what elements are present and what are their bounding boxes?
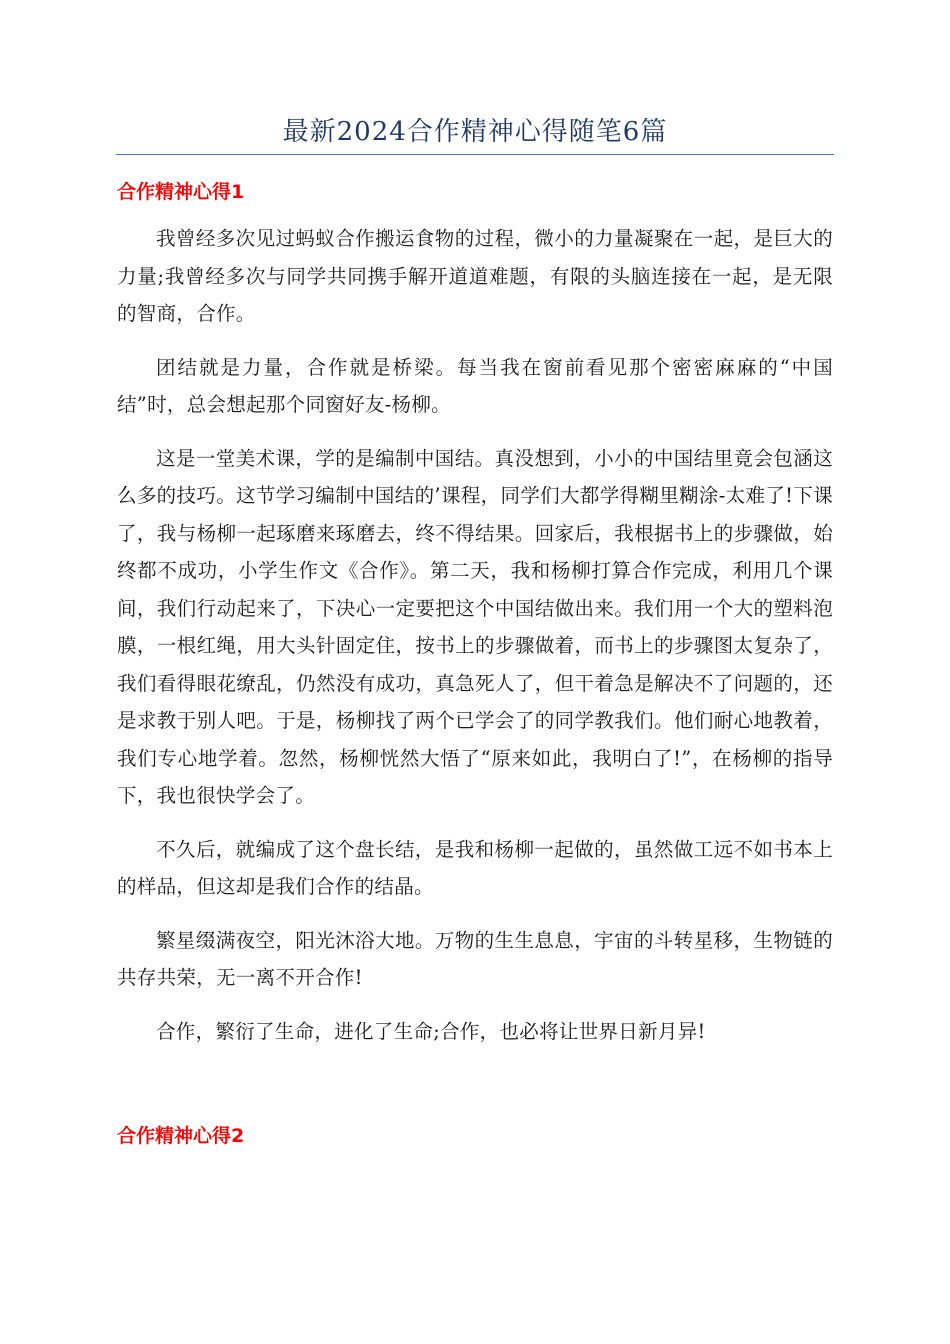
paragraph: 合作，繁衍了生命，进化了生命;合作，也必将让世界日新月异!	[156, 1019, 706, 1043]
section-1-body	[117, 220, 833, 1066]
paragraph: 不久后，就编成了这个盘长结，是我和杨柳一起做的，虽然做工远不如书本上的样品，但这却是我们合作的结晶。	[117, 837, 833, 898]
document-title: 最新2024合作精神心得随笔6篇	[282, 117, 668, 147]
paragraph: 团结就是力量，合作就是桥梁。每当我在窗前看见那个密密麻麻的“中国结”时，总会想起那个同窗好友-杨柳。	[117, 355, 833, 416]
paragraph: 我曾经多次见过蚂蚁合作搬运食物的过程，微小的力量凝聚在一起，是巨大的力量;我曾经多次与同学共同携手解开道道难题，有限的头脑连接在一起，是无限的智商，合作。	[117, 227, 833, 325]
title-underline	[116, 154, 834, 155]
section-heading-2: 合作精神心得2	[117, 1125, 245, 1147]
section-heading-1: 合作精神心得1	[117, 181, 245, 203]
paragraph: 这是一堂美术课，学的是编制中国结。真没想到，小小的中国结里竟会包涵这么多的技巧。这节学习编制中国结的’课程，同学们大都学得糊里糊涂-太难了!下课了，我与杨柳一起琢磨来琢磨去，终不得结果。回家后，我根据书上的步骤做，始终都不成功，小学生作文《合作》。第二天，我和杨柳打算合作完成，利用几个课间，我们行动起来了，下决心一定要把这个中国结做出来。我们用一个大的塑料泡膜，一根红绳，用大头针固定住，按书上的步骤做着，而书上的步骤图太复杂了，我们看得眼花缭乱，仍然没有成功，真急死人了，但干着急是解决不了问题的，还是求教于别人吧。于是，杨柳找了两个已学会了的同学教我们。他们耐心地教着，我们专心地学着。忽然，杨柳恍然大悟了“原来如此，我明白了!”，在杨柳的指导下，我也很快学会了。	[117, 446, 833, 807]
paragraph: 繁星缀满夜空，阳光沐浴大地。万物的生生息息，宇宙的斗转星移，生物链的共存共荣，无一离不开合作!	[117, 928, 833, 989]
